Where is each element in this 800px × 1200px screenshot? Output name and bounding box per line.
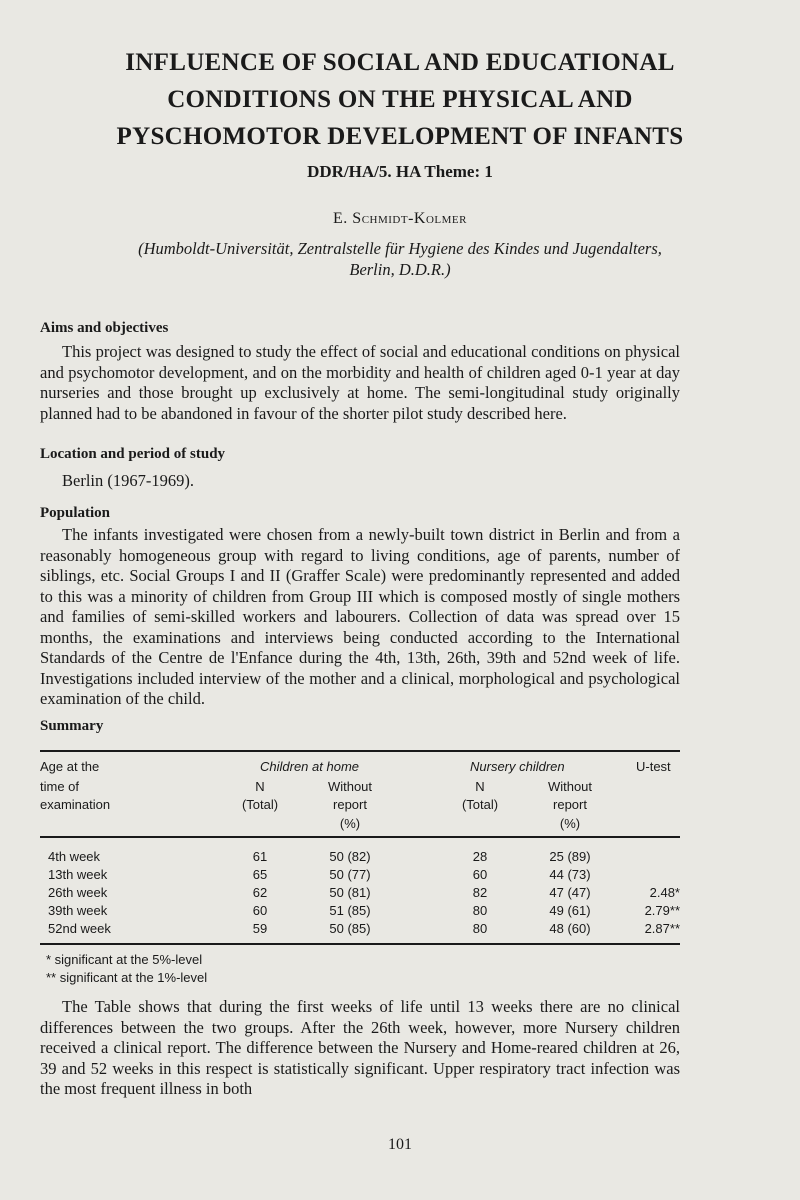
row-home-n: 61 (252, 849, 268, 864)
aims-heading: Aims and objectives (40, 320, 169, 336)
row-age: 52nd week (48, 921, 111, 936)
header-home-without-1: Without (327, 779, 373, 794)
row-age: 4th week (48, 849, 101, 864)
footnote-5pct: * significant at the 5%-level (46, 952, 203, 967)
row-home-without: 50 (82) (329, 849, 371, 864)
affiliation (40, 238, 760, 280)
row-nursery-n: 28 (472, 849, 488, 864)
summary-table (40, 758, 680, 958)
location-text (40, 471, 680, 492)
row-nursery-without: 48 (60) (549, 921, 591, 936)
header-nursery-n: N (475, 779, 485, 794)
population-text (40, 525, 680, 710)
affiliation-line-2: Berlin, D.D.R.) (349, 260, 451, 279)
row-age: 26th week (48, 885, 108, 900)
closing-paragraph: The Table shows that during the first weeks of life until 13 weeks there are no clinical differences between the two groups. After the 26th week, however, more Nursery children received a clinical report. The difference between the Nursery and Home-reared children at 26, 39 and 52 weeks in this respect is statistically significant. Upper respiratory tract infection was the most frequent illness in both (40, 997, 680, 1098)
header-age-2: time of (40, 779, 80, 794)
aims-paragraph: This project was designed to study the effect of social and educational conditions on physical and psychomotor development, and on the morbidity and health of children aged 0-1 year at day nurseries and those brought up exclusively at home. The semi-longitudinal study originally planned had to be abandoned in favour of the shorter pilot study described here. (40, 342, 680, 423)
header-home-n: N (255, 779, 265, 794)
closing-text (40, 997, 680, 1100)
header-nursery-without-2: report (553, 797, 587, 812)
row-home-without: 51 (85) (329, 903, 371, 918)
footnote-1pct: ** significant at the 1%-level (46, 970, 208, 985)
row-nursery-n: 60 (472, 867, 488, 882)
row-nursery-without: 49 (61) (549, 903, 591, 918)
affiliation-line-1: (Humboldt-Universität, Zentralstelle für Hygiene des Kindes und Jugendalters, (138, 239, 662, 258)
row-home-n: 62 (252, 885, 268, 900)
row-utest: 2.48* (649, 885, 680, 900)
population-heading: Population (40, 505, 111, 521)
row-nursery-without: 25 (89) (549, 849, 591, 864)
row-home-n: 59 (252, 921, 268, 936)
row-home-without: 50 (77) (329, 867, 371, 882)
row-home-without: 50 (81) (329, 885, 371, 900)
row-home-without: 50 (85) (329, 921, 371, 936)
title-line-2: CONDITIONS ON THE PHYSICAL AND (167, 86, 633, 113)
aims-text (40, 342, 680, 424)
author: E. Schmidt-Kolmer (333, 210, 467, 227)
table-header-rule (40, 836, 680, 838)
footnotes (46, 951, 207, 987)
header-nursery-without-1: Without (547, 779, 593, 794)
row-nursery-without: 47 (47) (549, 885, 591, 900)
header-home-group: Children at home (260, 759, 359, 774)
header-utest: U-test (636, 759, 671, 774)
summary-heading: Summary (40, 718, 104, 734)
row-home-n: 60 (252, 903, 268, 918)
row-home-n: 65 (252, 867, 268, 882)
header-home-without-3: (%) (339, 816, 361, 831)
header-nursery-group: Nursery children (470, 759, 565, 774)
header-nursery-without-3: (%) (559, 816, 581, 831)
row-nursery-n: 82 (472, 885, 488, 900)
row-utest: 2.79** (644, 903, 680, 918)
title-line-3: PYSCHOMOTOR DEVELOPMENT OF INFANTS (116, 123, 684, 150)
table-bottom-rule (40, 943, 680, 945)
row-age: 39th week (48, 903, 108, 918)
row-nursery-without: 44 (73) (549, 867, 591, 882)
location-heading: Location and period of study (40, 446, 226, 462)
row-nursery-n: 80 (472, 921, 488, 936)
title-line-1: INFLUENCE OF SOCIAL AND EDUCATIONAL (125, 49, 675, 76)
location-paragraph: Berlin (1967-1969). (62, 471, 194, 490)
header-age-3: examination (40, 797, 111, 812)
row-nursery-n: 80 (472, 903, 488, 918)
header-home-total: (Total) (241, 797, 279, 812)
header-age-1: Age at the (40, 759, 100, 774)
project-code: DDR/HA/5. HA Theme: 1 (307, 162, 493, 181)
table-top-rule (40, 750, 680, 752)
row-utest: 2.87** (644, 921, 680, 936)
population-paragraph: The infants investigated were chosen from a newly-built town district in Berlin and from a reasonably homogeneous group with regard to living conditions, age of parents, number of siblings, etc. Social Groups I and II (Graffer Scale) were predominantly represented and added to this was a minority of children from Group III which is composed mostly of single mothers and families of semi-skilled workers and labourers. Collection of data was spread over 15 months, the examinations and interviews being conducted according to the International Standards of the Centre de l'Enfance during the 4th, 13th, 26th, 39th and 52nd week of life. Investigations included interview of the mother and a clinical, morphological and psychological examination of the child. (40, 525, 680, 708)
header-nursery-total: (Total) (461, 797, 499, 812)
row-age: 13th week (48, 867, 108, 882)
page-number: 101 (388, 1136, 412, 1153)
header-home-without-2: report (333, 797, 367, 812)
article-title (40, 44, 760, 155)
